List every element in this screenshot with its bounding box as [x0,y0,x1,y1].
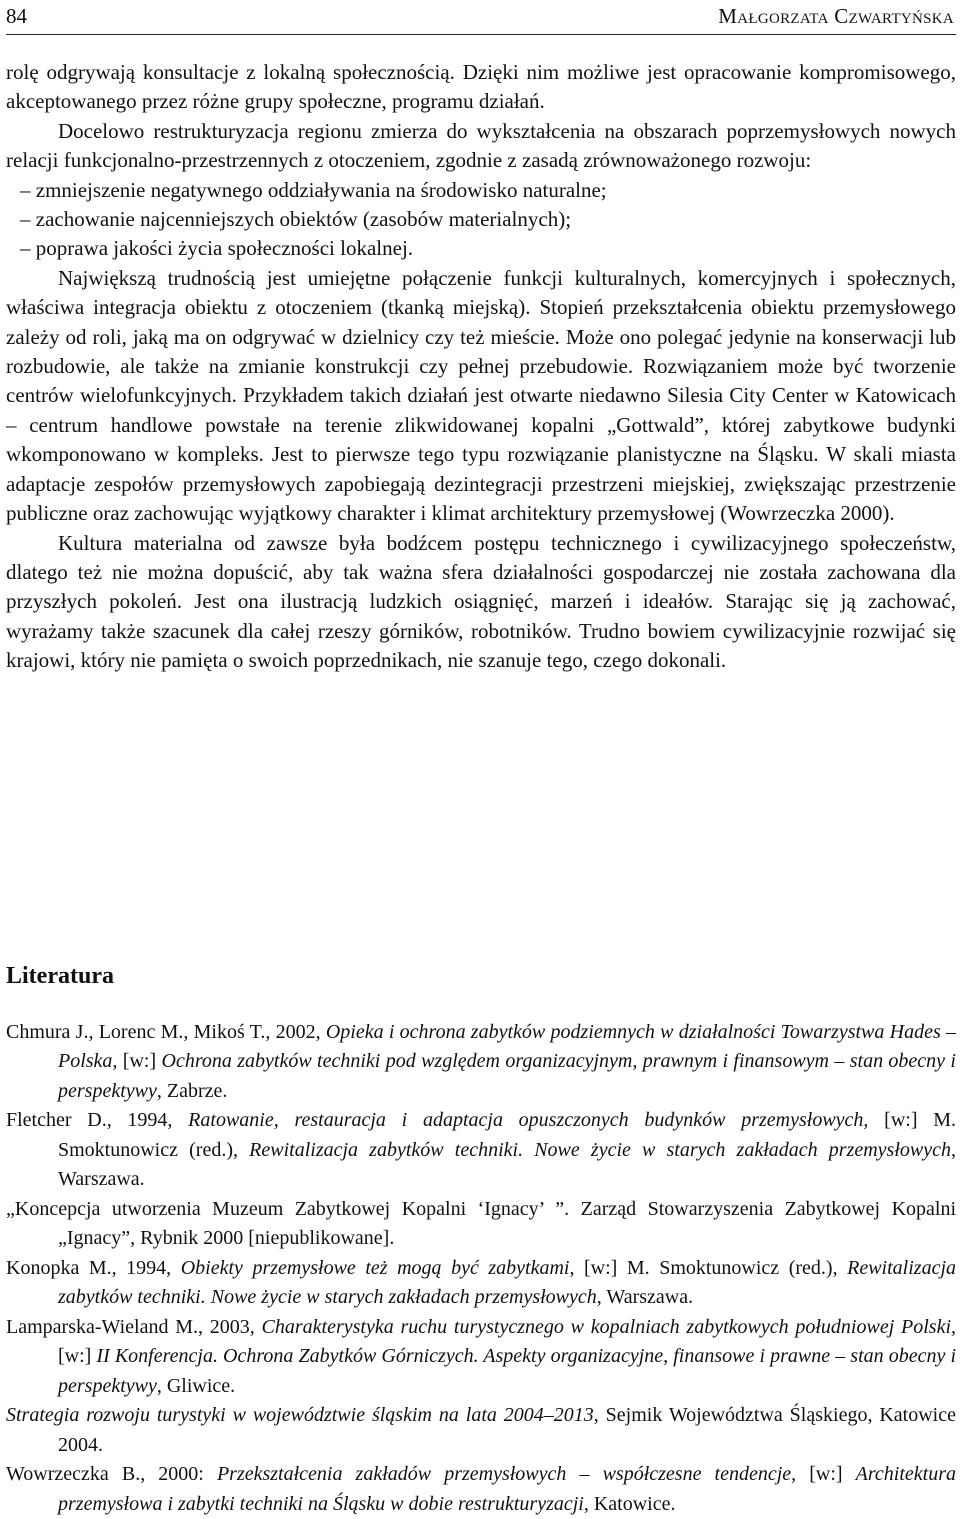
running-header [6,2,956,35]
reference-entry: Chmura J., Lorenc M., Mikoś T., 2002, Opieka i ochrona zabytków podziemnych w działalności Towarzystwa Hades – Polska, [w:] Ochrona zabytków techniki pod względem organizacyjnym, prawnym i finansowym – stan obecny i perspektywy, Zabrze. [6,1018,956,1107]
section-heading: Literatura [6,962,956,992]
reference-entry: Wowrzeczka B., 2000: Przekształcenia zakładów przemysłowych – współczesne tendencje, [w:] Architektura przemysłowa i zabytki techniki na Śląsku w dobie restrukturyzacji, Katowice. [6,1460,956,1519]
list-item: – poprawa jakości życia społeczności lokalnej. [6,234,956,263]
paragraph: Największą trudnością jest umiejętne połączenie funkcji kulturalnych, komercyjnych i społecznych, właściwa integracja obiektu z otoczeniem (tkanką miejską). Stopień przekształcenia obiektu przemysłowego zależy od roli, jaką ma on odgrywać w dzielnicy czy też mieście. Może ono polegać jedynie na konserwacji lub rozbudowie, ale także na zmianie konstrukcji czy pełnej przebudowie. Rozwiązaniem może być tworzenie centrów wielofunkcyjnych. Przykładem takich działań jest otwarte niedawno Silesia City Center w Katowicach – centrum handlowe powstałe na terenie zlikwidowanej kopalni „Gottwald”, której zabytkowe budynki wkomponowano w kompleks. Jest to pierwsze tego typu rozwiązanie planistyczne na Śląsku. W skali miasta adaptacje zespołów przemysłowych zapobiegają dezintegracji przestrzeni miejskiej, zwiększając przestrzenie publiczne oraz zachowując wyjątkowy charakter i klimat architektury przemysłowej (Wowrzeczka 2000). [6,264,956,529]
list-item: – zmniejszenie negatywnego oddziaływania na środowisko naturalne; [6,176,956,205]
page-number: 84 [6,2,27,31]
reference-entry: Lamparska-Wieland M., 2003, Charakterystyka ruchu turystycznego w kopalniach zabytkowych południowej Polski, [w:] II Konferencja. Ochrona Zabytków Górniczych. Aspekty organizacyjne, finansowe i prawne – stan obecny i perspektywy, Gliwice. [6,1313,956,1402]
references-section [6,962,956,1519]
paragraph: rolę odgrywają konsultacje z lokalną społecznością. Dzięki nim możliwe jest opracowanie kompromisowego, akceptowanego przez różne grupy społeczne, programu działań. [6,58,956,117]
reference-entry: Konopka M., 1994, Obiekty przemysłowe też mogą być zabytkami, [w:] M. Smoktunowicz (red.), Rewitalizacja zabytków techniki. Nowe życie w starych zakładach przemysłowych, Warszawa. [6,1254,956,1313]
reference-entry: „Koncepcja utworzenia Muzeum Zabytkowej Kopalni ‘Ignacy’ ”. Zarząd Stowarzyszenia Zabytkowej Kopalni „Ignacy”, Rybnik 2000 [niepublikowane]. [6,1195,956,1254]
paragraph: Kultura materialna od zawsze była bodźcem postępu technicznego i cywilizacyjnego społeczeństw, dlatego też nie można dopuścić, aby tak ważna sfera działalności gospodarczej nie została zachowana dla przyszłych pokoleń. Jest ona ilustracją ludzkich osiągnięć, marzeń i ideałów. Starając się ją zachować, wyrażamy także szacunek dla całej rzeszy górników, robotników. Trudno bowiem cywilizacyjnie rozwijać się krajowi, który nie pamięta o swoich poprzednikach, nie szanuje tego, czego dokonali. [6,529,956,676]
reference-list [6,1018,956,1519]
reference-entry: Strategia rozwoju turystyki w województwie śląskim na lata 2004–2013, Sejmik Województwa Śląskiego, Katowice 2004. [6,1401,956,1460]
list-item: – zachowanie najcenniejszych obiektów (zasobów materialnych); [6,205,956,234]
reference-entry: Fletcher D., 1994, Ratowanie, restauracja i adaptacja opuszczonych budynków przemysłowych, [w:] M. Smoktunowicz (red.), Rewitalizacja zabytków techniki. Nowe życie w starych zakładach przemysłowych, Warszawa. [6,1106,956,1195]
paragraph: Docelowo restrukturyzacja regionu zmierza do wykształcenia na obszarach poprzemysłowych nowych relacji funkcjonalno-przestrzennych z otoczeniem, zgodnie z zasadą zrównoważonego rozwoju: [6,117,956,176]
running-header-author: Małgorzata Czwartyńska [718,2,954,31]
main-text [6,58,956,676]
